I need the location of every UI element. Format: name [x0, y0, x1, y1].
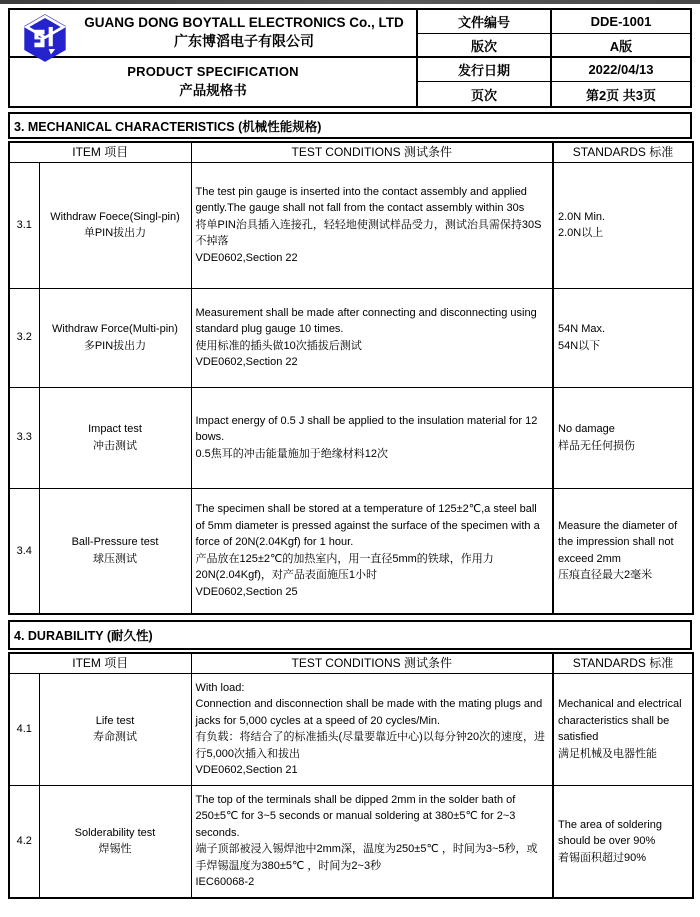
conditions-cell [191, 488, 553, 614]
condition-line: VDE0602,Section 22 [195, 251, 298, 264]
standards-cell [553, 673, 693, 785]
standard-line: 2.0N Min. [558, 210, 606, 223]
conditions-cell [191, 288, 553, 387]
table-row [9, 387, 693, 488]
row-number: 4.2 [9, 785, 39, 898]
item-cell [39, 387, 191, 488]
item-cell [39, 488, 191, 614]
durability-table [8, 652, 694, 899]
item-name-en: Withdraw Force(Multi-pin) [52, 323, 178, 335]
condition-line: Impact energy of 0.5 J shall be applied to the insulation material for 12 bows. [195, 414, 538, 444]
table-row [9, 288, 693, 387]
standard-line: Mechanical and electrical characteristics shall be satisfied [558, 698, 682, 743]
condition-line: 产品放在125±2℃的加热室内，用一直径5mm的铁球，作用力20N(2.04Kgf)，对产品表面施压1小时 [195, 552, 494, 582]
row-number: 3.1 [9, 162, 39, 288]
condition-line: 使用标准的插头做10次插拔后测试 [195, 339, 362, 352]
table-row [9, 673, 693, 785]
standards-cell [553, 387, 693, 488]
item-name-en: Solderability test [74, 826, 156, 839]
item-cell [39, 162, 191, 288]
condition-line: 将单PIN治具插入连接孔，轻轻地使测试样品受力，测试治具需保持30S不掉落 [195, 218, 542, 248]
standard-line: 54N以下 [558, 339, 601, 352]
item-name-cn: 冲击测试 [93, 439, 137, 452]
meta-value-page: 第2页 共3页 [585, 87, 657, 103]
document-header [8, 8, 692, 108]
condition-line: 端子顶部被浸入锡焊池中2mm深，温度为250±5℃ ，时间为3~5秒，或手焊锡温度为380±5℃ ，时间为2~3秒 [195, 843, 538, 872]
condition-line: 0.5焦耳的冲击能量施加于绝缘材料12次 [195, 447, 389, 460]
standards-cell [553, 162, 693, 288]
meta-label-revision: 版次 [418, 34, 552, 58]
document-title-cn: 产品规格书 [179, 83, 247, 99]
standard-line: Measure the diameter of the impression shall not exceed 2mm [558, 519, 678, 565]
standard-line: No damage [558, 423, 615, 435]
conditions-cell [191, 162, 553, 288]
standard-line: 满足机械及电器性能 [558, 747, 657, 760]
condition-line: The test pin gauge is inserted into the contact assembly and applied gently.The gauge shall not fall from the contact assembly within 30s [195, 185, 527, 215]
condition-line: VDE0602,Section 22 [195, 356, 298, 368]
standard-line: The area of soldering should be over 90% [558, 818, 662, 847]
company-logo-icon [22, 13, 68, 63]
table-row [9, 785, 693, 898]
company-name-en: GUANG DONG BOYTALL ELECTRONICS Co., LTD [84, 15, 404, 31]
col-header-standards: STANDARDS 标准 [553, 653, 693, 673]
col-header-item: ITEM 项目 [9, 142, 191, 162]
row-number: 3.4 [9, 488, 39, 614]
conditions-cell [191, 673, 553, 785]
document-title-en: PRODUCT SPECIFICATION [127, 64, 299, 80]
item-cell [39, 785, 191, 898]
standard-line: 2.0N以上 [558, 227, 604, 239]
condition-line: Measurement shall be made after connecting and disconnecting using standard plug gauge 10 times. [195, 306, 537, 335]
col-header-conditions: TEST CONDITIONS 测试条件 [191, 653, 553, 673]
section-3-title: 3. MECHANICAL CHARACTERISTICS (机械性能规格) [8, 112, 692, 139]
conditions-cell [191, 785, 553, 898]
meta-value-doc-number: DDE-1001 [552, 10, 690, 34]
item-name-en: Ball-Pressure test [71, 536, 159, 549]
meta-label-doc-number: 文件编号 [418, 10, 552, 34]
condition-line: 有负载：将结合了的标准插头(尽量要靠近中心)以每分钟20次的速度，进行5,000次插入和拔出 [195, 731, 546, 760]
item-cell [39, 288, 191, 387]
item-name-cn: 单PIN拔出力 [83, 227, 147, 239]
table-header-row [9, 653, 693, 673]
row-number: 3.2 [9, 288, 39, 387]
row-number: 4.1 [9, 673, 39, 785]
standard-line: 54N Max. [558, 323, 606, 335]
condition-line: Connection and disconnection shall be made with the mating plugs and jacks for 5,000 cycles at a speed of 20 cycles/Min. [195, 698, 543, 727]
row-number: 3.3 [9, 387, 39, 488]
section-4-title: 4. DURABILITY (耐久性) [8, 620, 692, 650]
condition-line: With load: [195, 681, 245, 694]
standard-line: 样品无任何损伤 [558, 439, 635, 452]
item-name-en: Impact test [88, 423, 142, 435]
standard-line: 着锡面积超过90% [558, 851, 647, 864]
conditions-cell [191, 387, 553, 488]
item-name-en: Withdraw Foece(Singl-pin) [50, 210, 180, 223]
col-header-standards: STANDARDS 标准 [553, 142, 693, 162]
col-header-item: ITEM 项目 [9, 653, 191, 673]
item-name-cn: 寿命测试 [93, 731, 137, 743]
scan-edge-artifact [0, 0, 700, 4]
document-title-cell [10, 58, 418, 106]
item-name-cn: 焊锡性 [98, 843, 132, 856]
item-name-en: Life test [95, 714, 135, 727]
standards-cell [553, 288, 693, 387]
meta-label-issue-date: 发行日期 [418, 58, 552, 82]
standards-cell [553, 488, 693, 614]
meta-label-page: 页次 [418, 82, 552, 106]
standards-cell [553, 785, 693, 898]
table-row [9, 488, 693, 614]
table-header-row [9, 142, 693, 162]
meta-value-revision: A版 [552, 34, 690, 58]
condition-line: IEC60068-2 [195, 876, 255, 889]
table-row [9, 162, 693, 288]
standard-line: 压痕直径最大2毫米 [558, 569, 653, 582]
item-cell [39, 673, 191, 785]
meta-value-issue-date: 2022/04/13 [552, 58, 690, 82]
condition-line: VDE0602,Section 25 [195, 585, 298, 598]
company-cell [10, 10, 418, 58]
company-name-cn: 广东博滔电子有限公司 [174, 33, 314, 50]
mechanical-characteristics-table [8, 141, 694, 615]
condition-line: VDE0602,Section 21 [195, 764, 298, 776]
col-header-conditions: TEST CONDITIONS 测试条件 [191, 142, 553, 162]
condition-line: The specimen shall be stored at a temperature of 125±2℃,a steel ball of 5mm diameter is pressed against the surface of the specimen with a force of 20N(2.04Kgf) for 1 hour. [195, 503, 540, 549]
item-name-cn: 球压测试 [93, 552, 137, 565]
item-name-cn: 多PIN拔出力 [83, 339, 147, 352]
condition-line: The top of the terminals shall be dipped 2mm in the solder bath of 250±5℃ for 3~5 seconds or manual soldering at 380±5℃ for 2~3 seconds. [195, 793, 516, 839]
